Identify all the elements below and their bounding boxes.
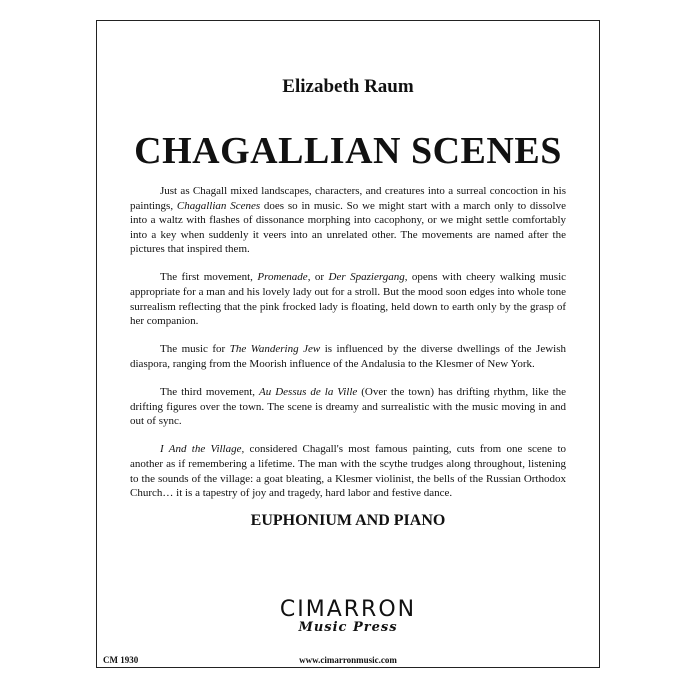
italic-title: Der Spaziergang	[328, 271, 405, 284]
publisher-url: www.cimarronmusic.com	[299, 655, 397, 665]
text-run: considered Chagall's most famous painting, cuts from one scene to another as if remembering a lifetime. The man with the scythe trudges along throughout, listening to the sounds of the village: a goat bleating, a Klesmer violinist, the bells of the Russian Orthodox Church… it is a tapestry of joy and tragedy, hard labor and festive dance.	[130, 443, 566, 500]
italic-title: Promenade	[257, 271, 308, 284]
catalog-number: CM 1930	[103, 655, 139, 665]
text-run: is influenced by the diverse dwellings of the Jewish diaspora, ranging from the Moorish influence of the Andalusia to the Klesmer of New York.	[130, 343, 566, 370]
paragraph-5	[130, 442, 566, 500]
publisher-logo	[268, 598, 428, 635]
italic-title: Chagallian Scenes	[176, 199, 261, 212]
text-run: does so in music. So we might start with a march only to dissolve into a waltz with flashes of dissonance morphing into cacophony, or we might settle comfortably into a key when suddenly it veers into an unrelated other. The movements are named after the pictures that inspired them.	[130, 199, 566, 256]
program-notes	[130, 184, 566, 514]
text-run: , opens with cheery walking music appropriate for a man and his lovely lady out for a stroll. But the mood soon edges into whole tone surrealism reflecting that the pink frocked lady is floating, held down to earth only by the grasp of her companion.	[130, 271, 567, 328]
instrumentation: EUPHONIUM AND PIANO	[250, 512, 446, 529]
text-run: , or	[307, 271, 329, 284]
italic-title: Au Dessus de la Ville	[259, 386, 358, 399]
publisher-subtitle: Music Press	[298, 620, 398, 635]
paragraph-2	[130, 270, 566, 328]
text-run: The music for	[160, 343, 230, 356]
text-run: The third movement,	[160, 386, 260, 399]
text-run: The first movement,	[160, 271, 258, 284]
piece-title: CHAGALLIAN SCENES	[134, 130, 562, 172]
paragraph-4	[130, 385, 566, 429]
paragraph-3	[130, 342, 566, 371]
paragraph-1	[130, 184, 566, 257]
text-run: Just as Chagall mixed landscapes, characters, and creatures into a surreal concoction in his paintings,	[130, 185, 566, 212]
italic-title: I And the Village,	[160, 443, 245, 456]
text-run: (Over the town) has drifting rhythm, like the drifting figures over the town. The scene is dreamy and surrealistic with the music moving in and out of sync.	[130, 386, 567, 428]
composer-name: Elizabeth Raum	[282, 76, 414, 97]
italic-title: The Wandering Jew	[229, 343, 321, 356]
publisher-name: CIMARRON	[279, 597, 417, 622]
